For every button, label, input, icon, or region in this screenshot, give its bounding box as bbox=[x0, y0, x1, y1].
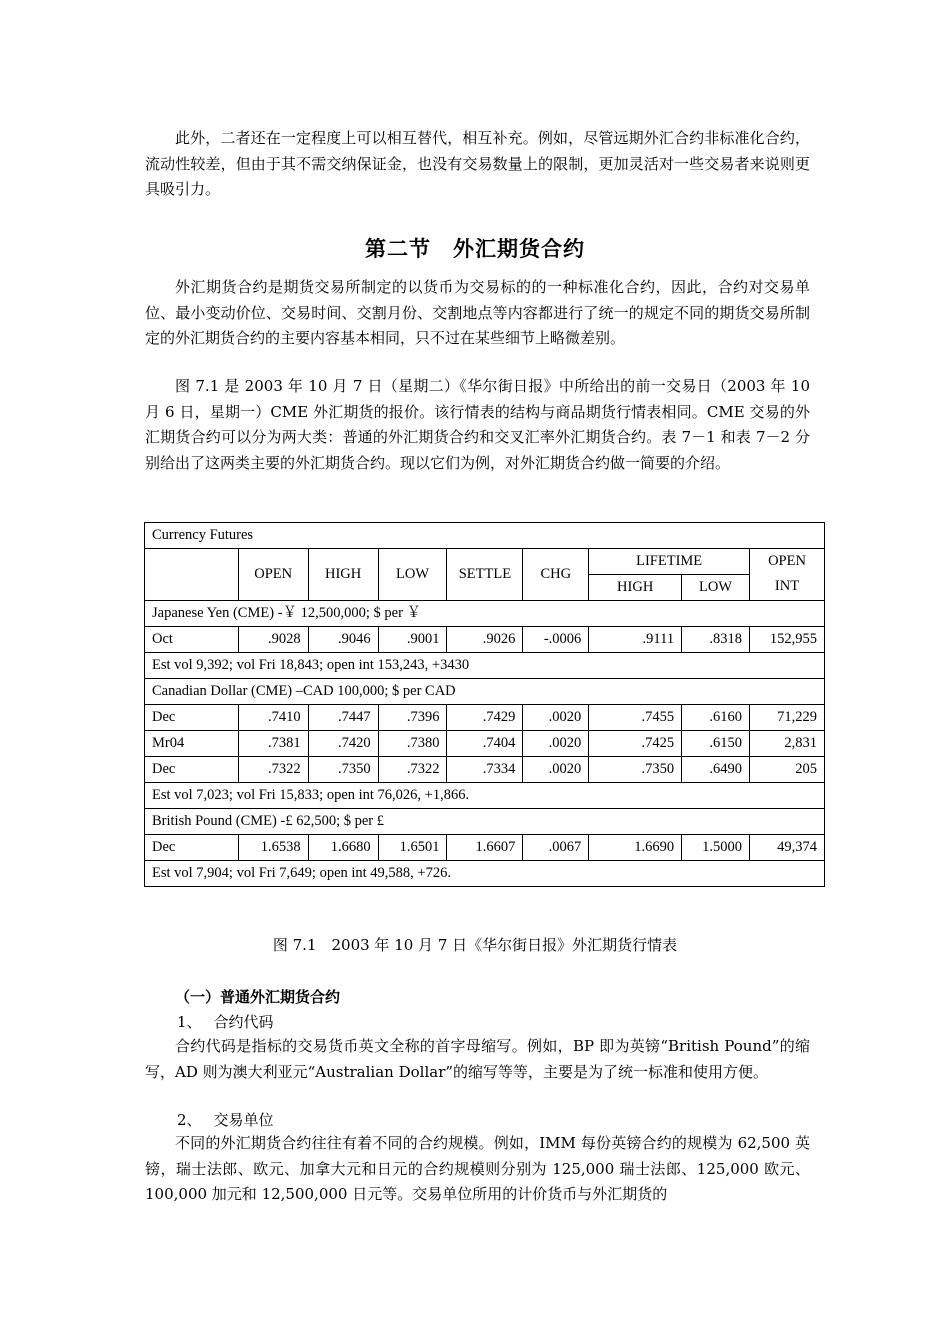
group-name: British Pound (CME) -£ 62,500; $ per £ bbox=[145, 809, 825, 835]
item-2-label: 交易单位 bbox=[213, 1111, 274, 1129]
group-header-row bbox=[145, 679, 825, 705]
table-cell: .7322 bbox=[378, 757, 447, 783]
table-cell: .6490 bbox=[682, 757, 750, 783]
table-cell: .7380 bbox=[378, 731, 447, 757]
figure-caption: 图 7.1 2003 年 10 月 7 日《华尔街日报》外汇期货行情表 bbox=[272, 936, 678, 954]
definition-paragraph: 外汇期货合约是期货交易所制定的以货币为交易标的的一种标准化合约，因此，合约对交易单位、最小变动价位、交易时间、交割月份、交割地点等内容都进行了统一的规定不同的期货交易所制定的外汇期货合约的主要内容基本相同，只不过在某些细节上略微差别。 bbox=[145, 278, 810, 347]
header-chg: CHG bbox=[523, 549, 589, 601]
table-cell: 1.6501 bbox=[378, 835, 447, 861]
table-cell: 1.5000 bbox=[682, 835, 750, 861]
table-cell: .7404 bbox=[447, 731, 523, 757]
group-name: Japanese Yen (CME) -￥ 12,500,000; $ per ￥ bbox=[145, 601, 825, 627]
contract-month-cell: Dec bbox=[145, 835, 239, 861]
table-cell: 152,955 bbox=[750, 627, 825, 653]
header-lifetime: LIFETIME bbox=[589, 549, 750, 575]
table-cell: 71,229 bbox=[750, 705, 825, 731]
group-header-row bbox=[145, 601, 825, 627]
intro-paragraph: 此外，二者还在一定程度上可以相互替代，相互补充。例如，尽管远期外汇合约非标准化合约，流动性较差，但由于其不需交纳保证金，也没有交易数量上的限制，更加灵活对一些交易者来说则更具吸引力。 bbox=[145, 129, 810, 198]
table-cell: -.0006 bbox=[523, 627, 589, 653]
section-title: 第二节 外汇期货合约 bbox=[365, 237, 585, 261]
table-cell: 2,831 bbox=[750, 731, 825, 757]
group-name: Canadian Dollar (CME) –CAD 100,000; $ per CAD bbox=[145, 679, 825, 705]
table-cell: 205 bbox=[750, 757, 825, 783]
header-lifetime-low: LOW bbox=[682, 575, 750, 601]
header-open-int: OPEN INT bbox=[750, 549, 825, 601]
subsection-heading: （一）普通外汇期货合约 bbox=[175, 988, 341, 1006]
group-summary: Est vol 7,904; vol Fri 7,649; open int 49,588, +726. bbox=[145, 861, 825, 887]
table-cell: .6160 bbox=[682, 705, 750, 731]
item-2-heading bbox=[177, 1108, 274, 1132]
table-cell: 1.6680 bbox=[308, 835, 378, 861]
header-blank bbox=[145, 549, 239, 601]
table-cell: .7447 bbox=[308, 705, 378, 731]
table-cell: .6150 bbox=[682, 731, 750, 757]
table-cell: .7350 bbox=[308, 757, 378, 783]
header-lifetime-high: HIGH bbox=[589, 575, 682, 601]
table-cell: .9046 bbox=[308, 627, 378, 653]
table-cell: .7381 bbox=[238, 731, 308, 757]
table-cell: .7334 bbox=[447, 757, 523, 783]
table-cell: 49,374 bbox=[750, 835, 825, 861]
header-settle: SETTLE bbox=[447, 549, 523, 601]
table-row bbox=[145, 757, 825, 783]
table-cell: .7455 bbox=[589, 705, 682, 731]
group-summary: Est vol 9,392; vol Fri 18,843; open int 153,243, +3430 bbox=[145, 653, 825, 679]
group-summary: Est vol 7,023; vol Fri 15,833; open int 76,026, +1,866. bbox=[145, 783, 825, 809]
table-title: Currency Futures bbox=[145, 523, 825, 549]
table-cell: .7410 bbox=[238, 705, 308, 731]
header-low: LOW bbox=[378, 549, 447, 601]
table-cell: .0067 bbox=[523, 835, 589, 861]
contract-month-cell: Dec bbox=[145, 705, 239, 731]
header-open: OPEN bbox=[238, 549, 308, 601]
item-1-paragraph: 合约代码是指标的交易货币英文全称的首字母缩写。例如，BP 即为英镑“British Pound”的缩写，AD 则为澳大利亚元“Australian Dollar”的缩写等等，主要是为了统一标准和使用方便。 bbox=[145, 1037, 810, 1081]
figure-intro-paragraph: 图 7.1 是 2003 年 10 月 7 日（星期二）《华尔街日报》中所给出的前一交易日（2003 年 10 月 6 日，星期一）CME 外汇期货的报价。该行情表的结构与商品期货行情表相同。CME 交易的外汇期货合约可以分为两大类：普通的外汇期货合约和交叉汇率外汇期货合约。表 7－1 和表 7－2 分别给出了这两类主要的外汇期货合约。现以它们为例，对外汇期货合约做一简要的介绍。 bbox=[145, 377, 810, 472]
contract-month-cell: Dec bbox=[145, 757, 239, 783]
group-header-row bbox=[145, 809, 825, 835]
group-summary-row bbox=[145, 861, 825, 887]
table-cell: .7350 bbox=[589, 757, 682, 783]
contract-month-cell: Mr04 bbox=[145, 731, 239, 757]
group-summary-row bbox=[145, 653, 825, 679]
item-2-paragraph: 不同的外汇期货合约往往有着不同的合约规模。例如，IMM 每份英镑合约的规模为 62,500 英镑，瑞士法郎、欧元、加拿大元和日元的合约规模则分别为 125,000 瑞士法郎、125,000 欧元、100,000 加元和 12,500,000 日元等。交易单位所用的计价货币与外汇期货的 bbox=[145, 1134, 810, 1203]
table-row bbox=[145, 705, 825, 731]
table-cell: .9028 bbox=[238, 627, 308, 653]
table-row bbox=[145, 731, 825, 757]
item-1-number: 1、 bbox=[177, 1013, 202, 1031]
table-cell: .7322 bbox=[238, 757, 308, 783]
table-title-row bbox=[145, 523, 825, 549]
table-cell: 1.6607 bbox=[447, 835, 523, 861]
table-cell: .0020 bbox=[523, 705, 589, 731]
table-cell: .7425 bbox=[589, 731, 682, 757]
table-cell: .8318 bbox=[682, 627, 750, 653]
header-high: HIGH bbox=[308, 549, 378, 601]
table-cell: .9026 bbox=[447, 627, 523, 653]
header-row-1 bbox=[145, 549, 825, 575]
item-2-number: 2、 bbox=[177, 1111, 202, 1129]
contract-month-cell: Oct bbox=[145, 627, 239, 653]
table-cell: .7396 bbox=[378, 705, 447, 731]
table-cell: .0020 bbox=[523, 757, 589, 783]
table-cell: .0020 bbox=[523, 731, 589, 757]
table-cell: .9111 bbox=[589, 627, 682, 653]
group-summary-row bbox=[145, 783, 825, 809]
item-1-heading bbox=[177, 1010, 274, 1034]
table-row bbox=[145, 627, 825, 653]
table-cell: .7429 bbox=[447, 705, 523, 731]
table-cell: .7420 bbox=[308, 731, 378, 757]
table-cell: 1.6538 bbox=[238, 835, 308, 861]
table-cell: 1.6690 bbox=[589, 835, 682, 861]
item-1-label: 合约代码 bbox=[213, 1013, 274, 1031]
table-row bbox=[145, 835, 825, 861]
currency-futures-table bbox=[144, 522, 825, 887]
table-cell: .9001 bbox=[378, 627, 447, 653]
